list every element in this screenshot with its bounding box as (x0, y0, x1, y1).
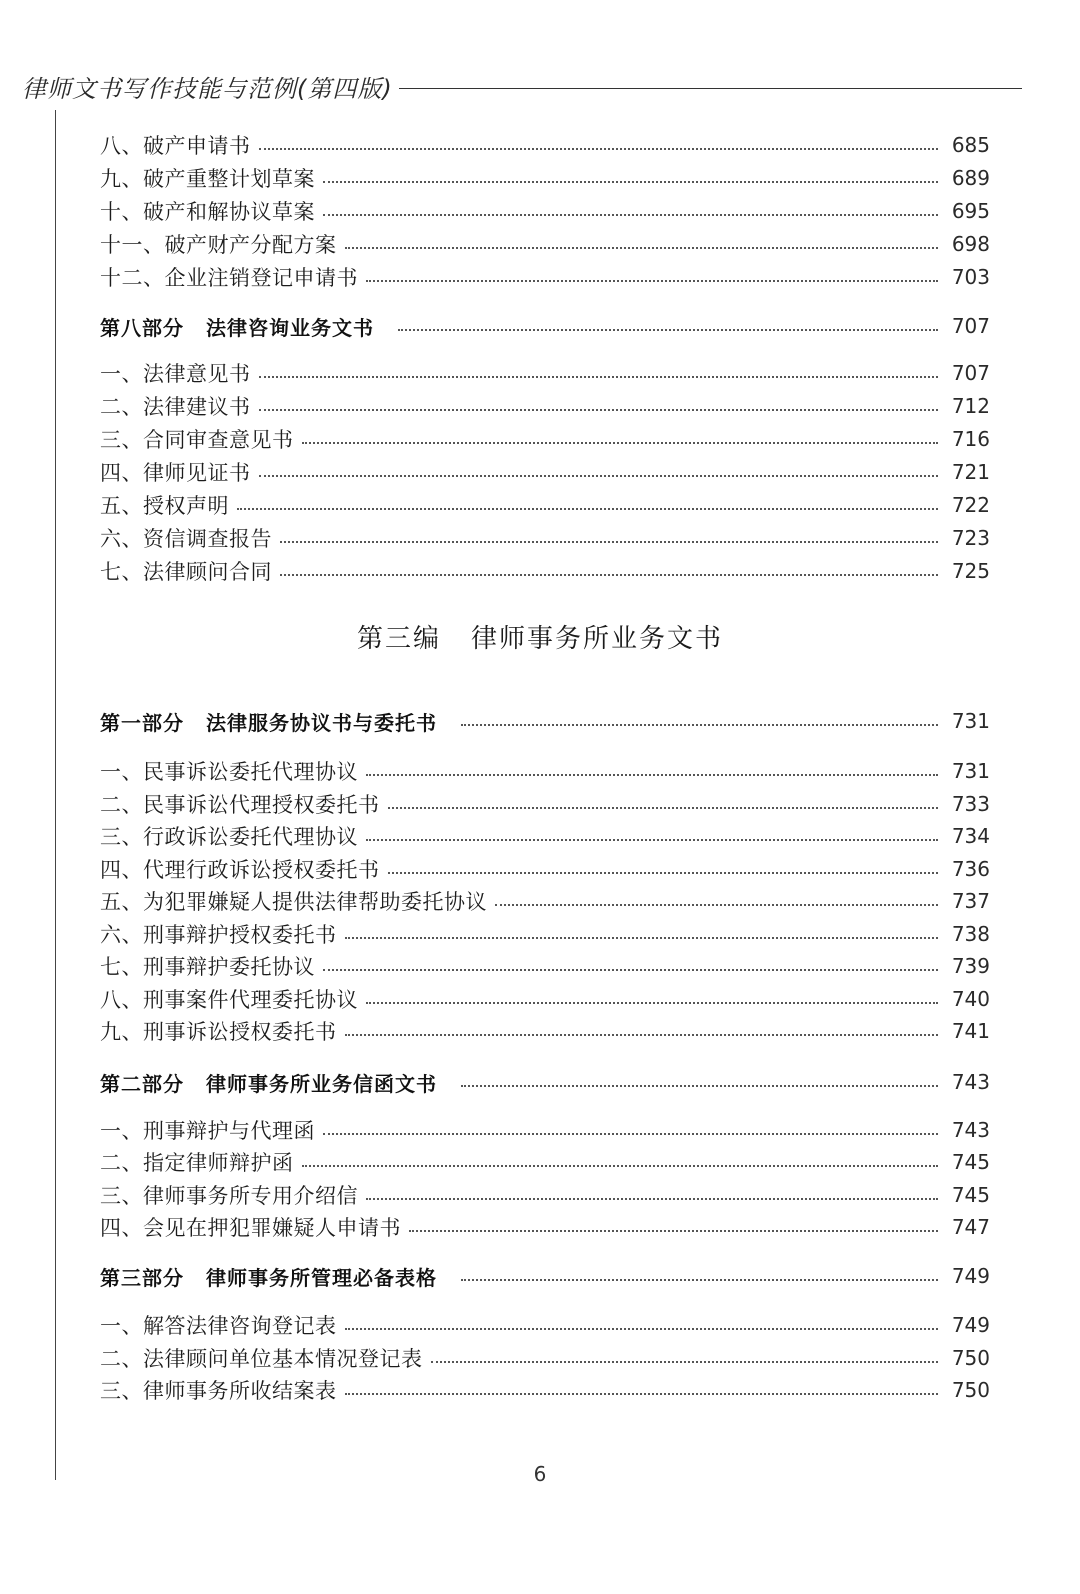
toc-entry-label: 三、律师事务所专用介绍信 (100, 1184, 358, 1208)
toc-entry (100, 1342, 990, 1374)
toc-entry-label: 二、法律顾问单位基本情况登记表 (100, 1347, 423, 1371)
toc-entry-label: 六、刑事辩护授权委托书 (100, 923, 337, 947)
dot-leader (280, 541, 938, 543)
toc-entry (100, 885, 990, 917)
dot-leader (259, 376, 939, 378)
toc-entry (100, 357, 990, 389)
toc-entry (100, 390, 990, 422)
toc-entry (100, 1146, 990, 1178)
toc-entry-label: 七、刑事辩护委托协议 (100, 955, 315, 979)
toc-entry-page: 734 (951, 824, 990, 848)
toc-entry (100, 522, 990, 554)
toc-entry-page: 745 (951, 1183, 990, 1207)
part-page: 743 (951, 1070, 990, 1094)
part-page: 731 (951, 709, 990, 733)
dot-leader (345, 1328, 939, 1330)
dot-leader (388, 807, 939, 809)
toc-entry-label: 九、刑事诉讼授权委托书 (100, 1020, 337, 1044)
dot-leader (366, 839, 938, 841)
toc-entry-label: 二、指定律师辩护函 (100, 1151, 294, 1175)
dot-leader (237, 508, 938, 510)
toc-entry (100, 1179, 990, 1211)
volume-title: 律师事务所业务文书 (471, 624, 724, 654)
toc-entry-label: 一、刑事辩护与代理函 (100, 1119, 315, 1143)
toc-entry-page: 689 (951, 166, 990, 190)
dot-leader (366, 774, 938, 776)
part-number: 第一部分 (100, 710, 184, 735)
toc-entry-page: 695 (951, 199, 990, 223)
toc-entry (100, 261, 990, 293)
dot-leader (323, 1133, 938, 1135)
toc-entry-page: 736 (951, 857, 990, 881)
dot-leader (302, 442, 939, 444)
part-number: 第八部分 (100, 315, 184, 340)
toc-entry-label: 八、刑事案件代理委托协议 (100, 988, 358, 1012)
toc-entry-label: 三、行政诉讼委托代理协议 (100, 825, 358, 849)
header-rule (399, 88, 1022, 89)
dot-leader (345, 1034, 939, 1036)
toc-entry-page: 743 (951, 1118, 990, 1142)
toc-entry-page: 721 (951, 460, 990, 484)
toc-entry-label: 一、法律意见书 (100, 362, 251, 386)
dot-leader (345, 247, 939, 249)
book-title: 律师文书写作技能与范例(第四版) (22, 74, 393, 103)
toc-part-heading (100, 310, 990, 342)
toc-entry-page: 749 (951, 1313, 990, 1337)
toc-entry-label: 五、授权声明 (100, 494, 229, 518)
part-heading-label (100, 1262, 437, 1291)
toc-entry-page: 703 (951, 265, 990, 289)
toc-entry-label: 一、民事诉讼委托代理协议 (100, 760, 358, 784)
toc-entry (100, 456, 990, 488)
part-page: 749 (951, 1264, 990, 1288)
dot-leader (461, 1085, 938, 1087)
margin-line (55, 110, 56, 1480)
toc-entry-page: 731 (951, 759, 990, 783)
toc-part-heading (100, 1066, 990, 1098)
toc-entry-page: 741 (951, 1019, 990, 1043)
part-number: 第二部分 (100, 1071, 184, 1096)
part-title: 法律咨询业务文书 (206, 315, 374, 340)
toc-entry-page: 745 (951, 1150, 990, 1174)
toc-entry (100, 820, 990, 852)
toc-entry (100, 983, 990, 1015)
dot-leader (461, 1279, 938, 1281)
toc-entry (100, 950, 990, 982)
toc-entry-page: 750 (951, 1378, 990, 1402)
toc-entry-page: 747 (951, 1215, 990, 1239)
toc-entry-page: 716 (951, 427, 990, 451)
dot-leader (409, 1230, 938, 1232)
page-number: 6 (533, 1462, 547, 1486)
dot-leader (323, 181, 938, 183)
toc-entry-label: 一、解答法律咨询登记表 (100, 1314, 337, 1338)
toc-entry-label: 三、律师事务所收结案表 (100, 1379, 337, 1403)
toc-entry-label: 二、民事诉讼代理授权委托书 (100, 793, 380, 817)
toc-entry (100, 853, 990, 885)
toc-entry-label: 三、合同审查意见书 (100, 428, 294, 452)
dot-leader (366, 1198, 938, 1200)
toc-entry (100, 755, 990, 787)
toc-entry-page: 723 (951, 526, 990, 550)
toc-entry (100, 228, 990, 260)
toc-entry-page: 750 (951, 1346, 990, 1370)
toc-entry-label: 七、法律顾问合同 (100, 560, 272, 584)
dot-leader (323, 214, 938, 216)
toc-entry (100, 195, 990, 227)
toc-entry-label: 四、会见在押犯罪嫌疑人申请书 (100, 1216, 401, 1240)
dot-leader (323, 969, 938, 971)
toc-entry-page: 725 (951, 559, 990, 583)
dot-leader (259, 409, 939, 411)
part-title: 律师事务所业务信函文书 (206, 1071, 437, 1096)
dot-leader (259, 148, 939, 150)
dot-leader (366, 280, 938, 282)
toc-entry-page: 738 (951, 922, 990, 946)
toc-part-heading (100, 705, 990, 737)
toc-entry-page: 740 (951, 987, 990, 1011)
toc-entry-label: 九、破产重整计划草案 (100, 167, 315, 191)
toc-part-heading (100, 1260, 990, 1292)
toc-entry-page: 707 (951, 361, 990, 385)
toc-entry (100, 1015, 990, 1047)
dot-leader (259, 475, 939, 477)
dot-leader (345, 1393, 939, 1395)
toc-entry (100, 129, 990, 161)
toc-entry-label: 十二、企业注销登记申请书 (100, 266, 358, 290)
toc-entry-page: 698 (951, 232, 990, 256)
toc-entry (100, 423, 990, 455)
part-title: 律师事务所管理必备表格 (206, 1265, 437, 1290)
toc-entry-page: 712 (951, 394, 990, 418)
toc-entry-page: 733 (951, 792, 990, 816)
toc-entry (100, 555, 990, 587)
volume-number: 第三编 (356, 624, 441, 654)
dot-leader (461, 724, 938, 726)
part-heading-label (100, 1068, 437, 1097)
dot-leader (495, 904, 938, 906)
volume-heading (0, 618, 1080, 655)
running-header (22, 66, 1022, 106)
dot-leader (302, 1165, 939, 1167)
toc-entry-label: 四、律师见证书 (100, 461, 251, 485)
toc-entry (100, 1211, 990, 1243)
toc-entry-label: 八、破产申请书 (100, 134, 251, 158)
toc-entry (100, 1309, 990, 1341)
toc-entry-page: 739 (951, 954, 990, 978)
toc-entry (100, 788, 990, 820)
toc-entry-label: 四、代理行政诉讼授权委托书 (100, 858, 380, 882)
toc-entry (100, 1374, 990, 1406)
toc-entry-label: 六、资信调查报告 (100, 527, 272, 551)
part-heading-label (100, 707, 437, 736)
toc-entry-page: 685 (951, 133, 990, 157)
toc-entry-label: 十、破产和解协议草案 (100, 200, 315, 224)
toc-entry-label: 十一、破产财产分配方案 (100, 233, 337, 257)
toc-entry (100, 918, 990, 950)
dot-leader (431, 1361, 939, 1363)
toc-entry (100, 162, 990, 194)
toc-entry-label: 二、法律建议书 (100, 395, 251, 419)
toc-entry (100, 489, 990, 521)
dot-leader (280, 574, 938, 576)
part-title: 法律服务协议书与委托书 (206, 710, 437, 735)
dot-leader (345, 937, 939, 939)
part-heading-label (100, 312, 374, 341)
toc-entry-page: 737 (951, 889, 990, 913)
toc-entry (100, 1114, 990, 1146)
dot-leader (398, 329, 938, 331)
part-page: 707 (951, 314, 990, 338)
dot-leader (366, 1002, 938, 1004)
toc-entry-label: 五、为犯罪嫌疑人提供法律帮助委托协议 (100, 890, 487, 914)
part-number: 第三部分 (100, 1265, 184, 1290)
toc-entry-page: 722 (951, 493, 990, 517)
dot-leader (388, 872, 939, 874)
